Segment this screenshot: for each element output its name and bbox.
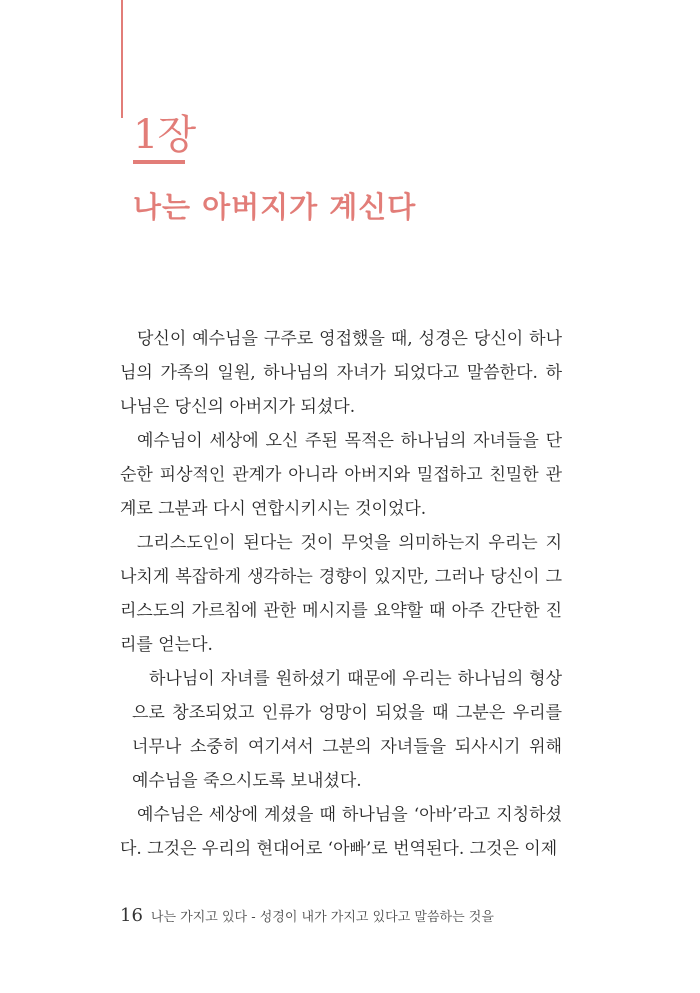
decorative-vertical-line [121, 0, 123, 118]
page-footer [120, 905, 494, 926]
chapter-title: 나는 아버지가 계신다 [133, 190, 417, 224]
chapter-number: 1장 [133, 112, 196, 158]
paragraph: 예수님이 세상에 오신 주된 목적은 하나님의 자녀들을 단순한 피상적인 관계가 아니라 아버지와 밀접하고 친밀한 관계로 그분과 다시 연합시키시는 것이었다. [120, 431, 562, 519]
chapter-underline [133, 160, 185, 164]
paragraph: 하나님이 자녀를 원하셨기 때문에 우리는 하나님의 형상으로 창조되었고 인류가 엉망이 되었을 때 그분은 우리를 너무나 소중히 여기셔서 그분의 자녀들을 되사시기 위해 예수님을 죽으시도록 보내셨다. [132, 669, 562, 791]
page-number: 16 [120, 905, 143, 926]
body-text [120, 322, 562, 866]
paragraph: 그리스도인이 된다는 것이 무엇을 의미하는지 우리는 지나치게 복잡하게 생각하는 경향이 있지만, 그러나 당신이 그리스도의 가르침에 관한 메시지를 요약할 때 아주 간단한 진리를 얻는다. [120, 533, 562, 655]
paragraph: 당신이 예수님을 구주로 영접했을 때, 성경은 당신이 하나님의 가족의 일원, 하나님의 자녀가 되었다고 말씀한다. 하나님은 당신의 아버지가 되셨다. [120, 329, 562, 417]
paragraph: 예수님은 세상에 계셨을 때 하나님을 ‘아바’라고 지칭하셨다. 그것은 우리의 현대어로 ‘아빠’로 번역된다. 그것은 이제 [120, 805, 562, 859]
running-title: 나는 가지고 있다 - 성경이 내가 가지고 있다고 말씀하는 것을 [150, 910, 494, 925]
